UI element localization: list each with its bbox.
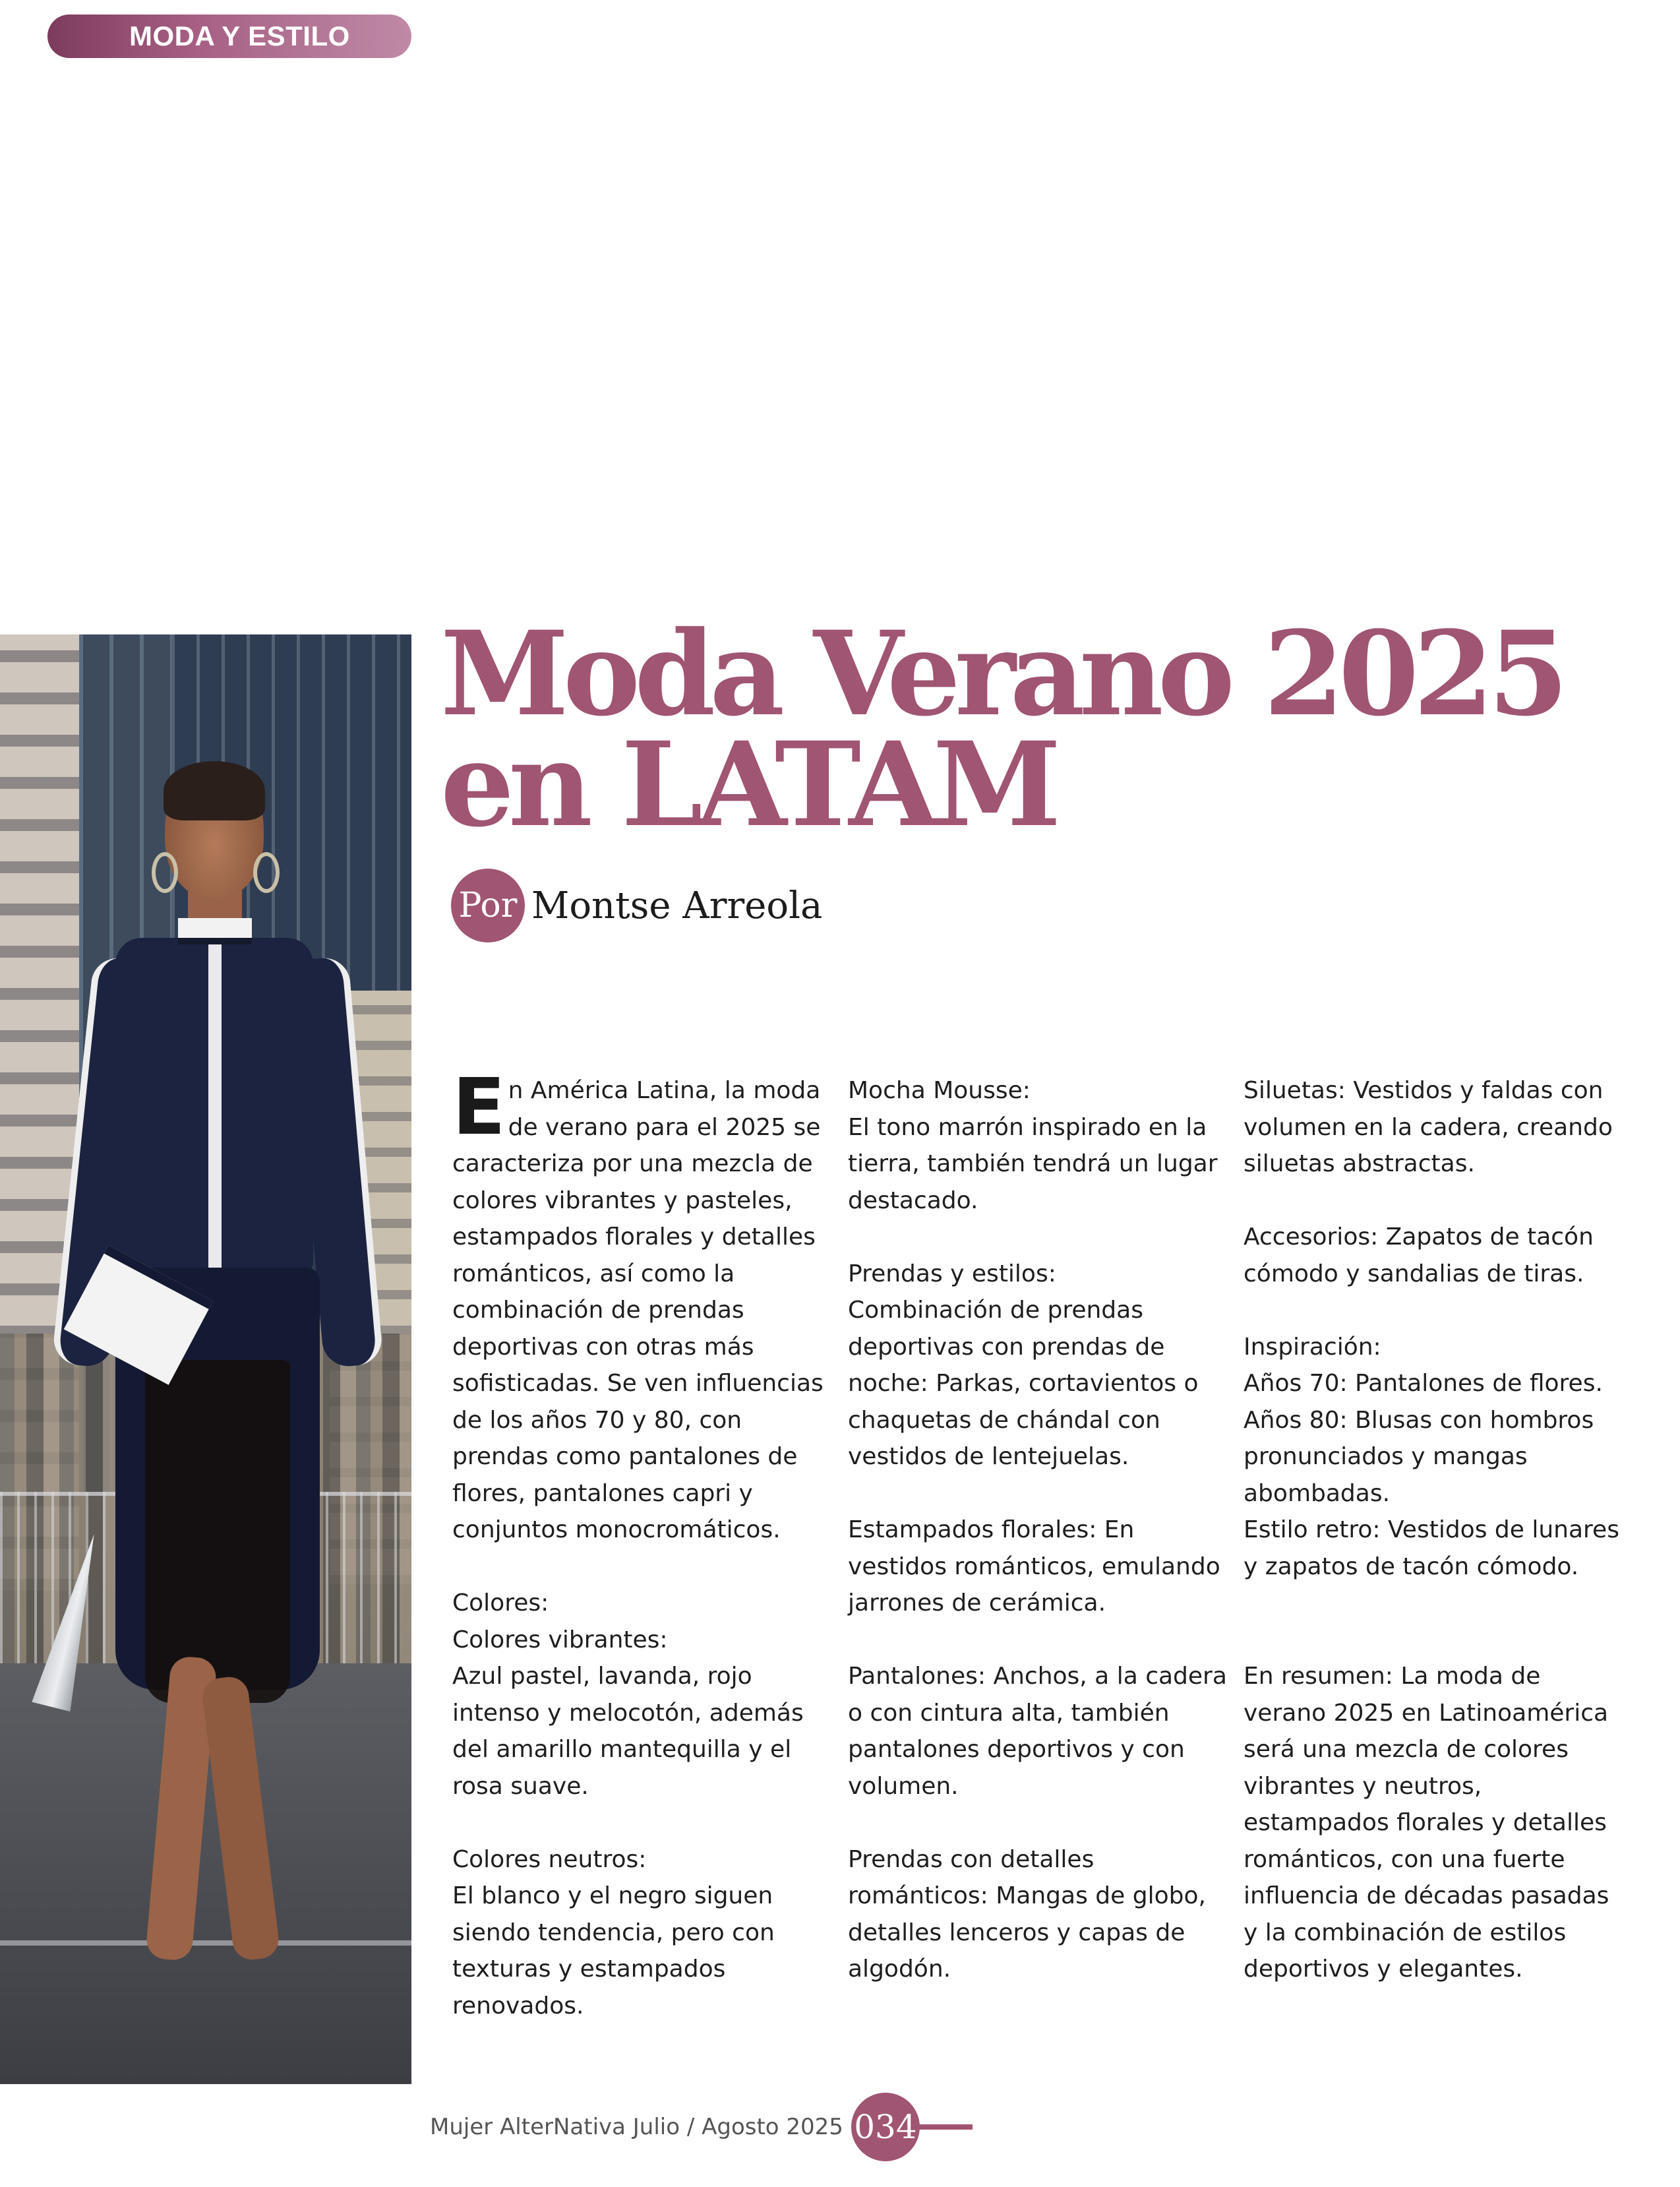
intro-text: n América Latina, la moda de verano para el 2025 se caracteriza por una mezcla de colores vibrantes y pasteles, estampados florales y detalles románticos, así como la combinación de prendas deportivas con otras más sofisticadas. Se ven influencias de los años 70 y 80, con prendas como pantalones de flores, pantalones capri y conjuntos monocromáticos.	[452, 1077, 824, 1543]
anos70-item: Años 70: Pantalones de flores.	[1244, 1370, 1603, 1397]
page-footer	[430, 2091, 973, 2163]
author-name: Montse Arreola	[531, 884, 823, 927]
mocha-heading: Mocha Mousse:	[848, 1077, 1031, 1104]
drop-cap: E	[452, 1061, 506, 1152]
inspiracion-heading: Inspiración:	[1244, 1333, 1381, 1361]
intro-paragraph	[452, 1061, 831, 1549]
text-column-3	[1244, 1072, 1623, 2024]
title-line-2: en LATAM	[440, 716, 1056, 853]
neutros-text: El blanco y el negro siguen siendo tendencia, pero con texturas y estampados renovados.	[452, 1882, 775, 2019]
model-leg	[200, 1675, 281, 1961]
byline	[451, 869, 822, 942]
retro-item: Estilo retro: Vestidos de lunares y zapatos de tacón cómodo.	[1244, 1516, 1619, 1580]
estampados-paragraph: Estampados florales: En vestidos románticos, emulando jarrones de cerámica.	[848, 1516, 1220, 1617]
model-sheer-skirt	[145, 1360, 290, 1703]
earring	[152, 852, 178, 893]
footer-publication: Mujer AlterNativa Julio / Agosto 2025	[430, 2114, 843, 2140]
prendas-text: Combinación de prendas deportivas con prendas de noche: Parkas, cortavientos o chaquetas de chándal con vestidos de lentejuelas.	[848, 1297, 1199, 1470]
jacket-collar	[178, 918, 252, 944]
section-tag: MODA Y ESTILO	[47, 15, 411, 58]
model-figure	[53, 766, 382, 2019]
neutros-heading: Colores neutros:	[452, 1845, 647, 1873]
article-title	[440, 605, 1667, 853]
pantalones-paragraph: Pantalones: Anchos, a la cadera o con cintura alta, también pantalones deportivos y con volumen.	[848, 1663, 1227, 1800]
prendas-heading: Prendas y estilos:	[848, 1260, 1056, 1287]
byline-badge: Por	[451, 869, 525, 942]
detalles-paragraph: Prendas con detalles románticos: Mangas de globo, detalles lenceros y capas de algodón.	[848, 1845, 1206, 1983]
colores-heading: Colores:	[452, 1589, 549, 1617]
earring	[253, 852, 280, 893]
anos80-item: Años 80: Blusas con hombros pronunciados y mangas abombadas.	[1244, 1406, 1594, 1507]
text-column-2	[848, 1072, 1227, 2024]
title-line-1: Moda Verano 2025	[440, 605, 1563, 742]
accesorios-paragraph: Accesorios: Zapatos de tacón cómodo y sandalias de tiras.	[1244, 1223, 1594, 1287]
footer-rule	[917, 2124, 973, 2130]
runway-photo	[0, 634, 411, 2084]
model-hair	[164, 761, 265, 820]
text-column-1	[452, 1061, 831, 2061]
vibrantes-heading: Colores vibrantes:	[452, 1626, 668, 1653]
page-number: 034	[851, 2093, 920, 2161]
resumen-paragraph: En resumen: La moda de verano 2025 en Latinoamérica será una mezcla de colores vibrantes y neutros, estampados florales y detalles románticos, con una fuerte influencia de décadas pasadas y la combinación de estilos deportivos y elegantes.	[1244, 1663, 1609, 1983]
jacket-zipper	[208, 939, 222, 1269]
mocha-text: El tono marrón inspirado en la tierra, también tendrá un lugar destacado.	[848, 1113, 1218, 1214]
vibrantes-text: Azul pastel, lavanda, rojo intenso y melocotón, además del amarillo mantequilla y el rosa suave.	[452, 1663, 804, 1800]
siluetas-paragraph: Siluetas: Vestidos y faldas con volumen en la cadera, creando siluetas abstractas.	[1244, 1077, 1613, 1177]
